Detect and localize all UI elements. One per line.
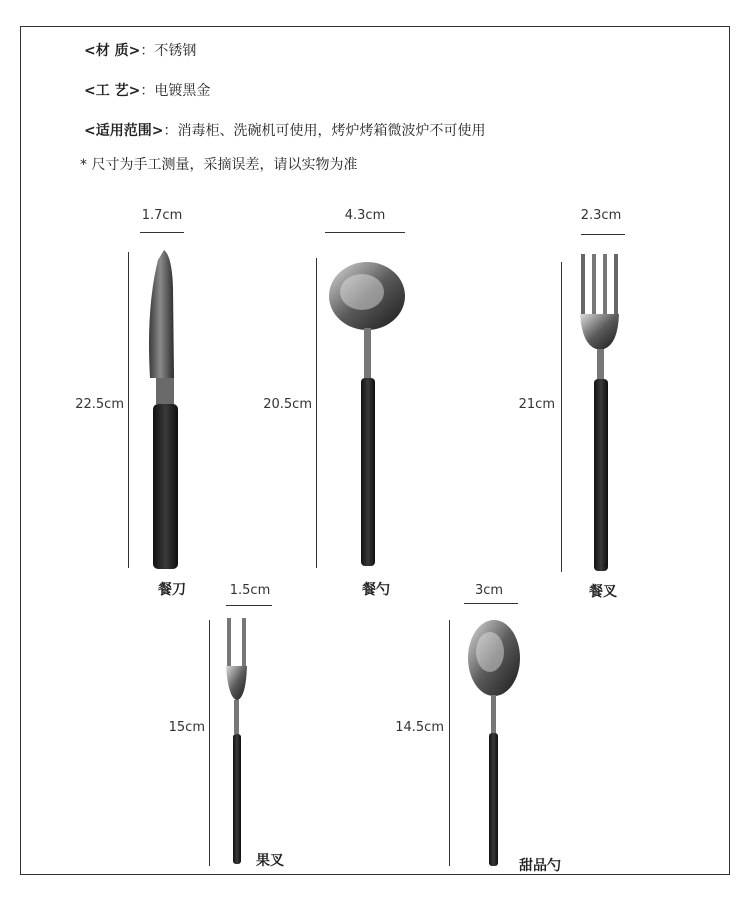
spec-material: <材 质>：不锈钢 xyxy=(84,43,197,59)
dessert-spoon-name: 甜品勺 xyxy=(519,858,561,874)
dessert-spoon-width-label: 3cm xyxy=(474,583,504,598)
spec-process: <工 艺>：电镀黑金 xyxy=(84,83,211,99)
fruit-fork-length-label: 15cm xyxy=(168,720,205,735)
fork-length-line xyxy=(561,262,562,572)
dinner-fork-image xyxy=(578,254,624,576)
fork-width-label: 2.3cm xyxy=(580,208,622,223)
fork-width-line xyxy=(581,234,625,235)
dinner-spoon-image xyxy=(326,262,408,572)
knife-width-label: 1.7cm xyxy=(141,208,183,223)
fruit-fork-width-line xyxy=(226,605,272,606)
measurement-note: * 尺寸为手工测量，采摘误差，请以实物为准 xyxy=(80,157,358,173)
dessert-spoon-image xyxy=(466,620,522,870)
dessert-spoon-length-label: 14.5cm xyxy=(395,720,444,735)
spoon-name: 餐勺 xyxy=(362,582,390,598)
knife-width-line xyxy=(140,232,184,233)
fork-name: 餐叉 xyxy=(589,584,617,600)
dessert-spoon-length-line xyxy=(449,620,450,866)
spoon-length-label: 20.5cm xyxy=(263,397,312,412)
knife-name: 餐刀 xyxy=(158,582,186,598)
knife-length-line xyxy=(128,252,129,568)
fork-length-label: 21cm xyxy=(518,397,555,412)
knife-length-label: 22.5cm xyxy=(75,397,124,412)
spoon-width-label: 4.3cm xyxy=(344,208,386,223)
dinner-knife-image xyxy=(140,248,190,573)
spoon-length-line xyxy=(316,258,317,568)
spec-usage: <适用范围>：消毒柜、洗碗机可使用，烤炉烤箱微波炉不可使用 xyxy=(84,123,486,139)
spoon-width-line xyxy=(325,232,405,233)
dessert-spoon-width-line xyxy=(464,603,518,604)
fruit-fork-width-label: 1.5cm xyxy=(229,583,271,598)
fruit-fork-image xyxy=(222,618,252,868)
fruit-fork-length-line xyxy=(209,620,210,866)
fruit-fork-name: 果叉 xyxy=(256,853,284,869)
